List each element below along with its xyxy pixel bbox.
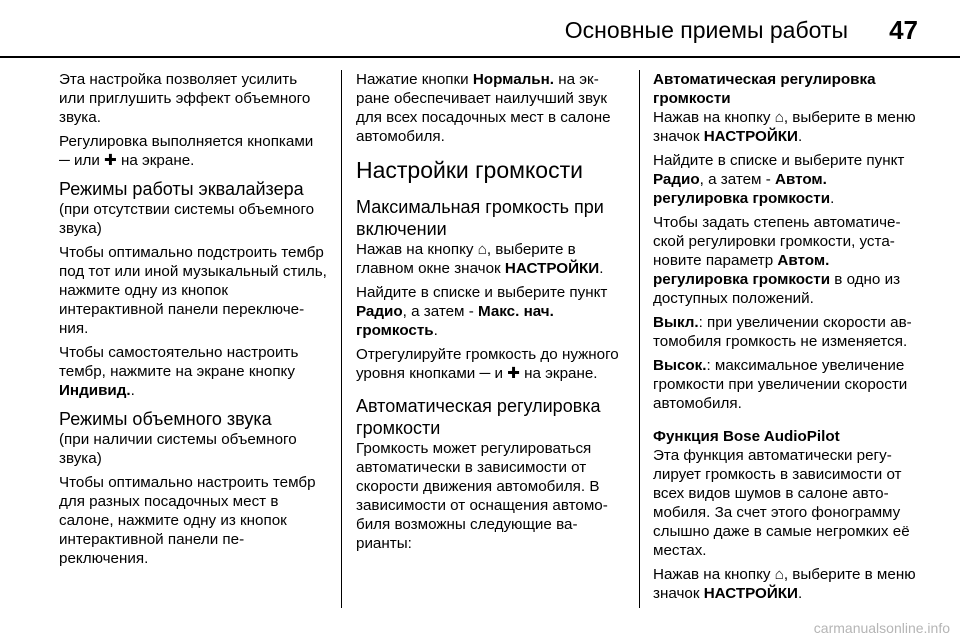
paragraph: (при отсутствии системы объемного звука) <box>59 201 315 237</box>
menu-name-settings: НАСТРОЙКИ <box>504 260 600 277</box>
paragraph: Регулировка выполняется кнопками ─ или ✚ на экране. <box>59 133 314 169</box>
column-1 <box>59 70 327 573</box>
text: Нажатие кнопки <box>356 71 473 88</box>
paragraph <box>653 313 921 351</box>
column-3 <box>653 70 921 608</box>
page-title: Основные приемы работы <box>564 17 848 43</box>
text: Найдите в списке и выберите пункт <box>356 284 608 301</box>
menu-item-auto-volume: Автом. регулировка громкости <box>653 171 831 207</box>
text: Нажав на кнопку ⌂, выберите в меню значок <box>653 566 916 602</box>
menu-name-settings: НАСТРОЙКИ <box>703 128 798 145</box>
paragraph: Чтобы оптимально подстроить тембр под тот или иной музыкальный стиль, нажмите одну из кнопок интерактивной панели переключения. <box>59 244 327 337</box>
paragraph <box>653 108 921 146</box>
subsection-heading-auto-volume: Автоматическая регулировка громкости <box>356 396 601 438</box>
menu-item-radio: Радио <box>356 303 403 320</box>
paragraph: (при наличии системы объемного звука) <box>59 431 297 467</box>
subsection-heading-max-volume: Максимальная громкость при включении <box>356 197 604 239</box>
section-heading-surround: Режимы объемного звука <box>59 409 272 429</box>
paragraph <box>653 356 921 413</box>
text: Найдите в списке и выберите пункт <box>653 152 905 169</box>
section-heading-equalizer: Режимы работы эквалайзера <box>59 179 304 199</box>
paragraph <box>356 283 624 340</box>
option-off: Выкл. <box>653 314 699 331</box>
column-2 <box>356 70 624 558</box>
text: на экране обеспечивает наилучший звук для всех посадочных мест в салоне автомобиля. <box>356 71 611 145</box>
watermark: carmanualsonline.info <box>813 620 950 636</box>
option-high: Высок. <box>653 357 707 374</box>
paragraph <box>653 151 921 208</box>
paragraph <box>356 240 624 278</box>
subsection-heading-auto-volume: Автоматическая регулировка громкости <box>653 71 876 107</box>
column-divider-1 <box>341 70 342 608</box>
parameter-auto-volume: Автом. регулировка громкости <box>653 252 831 288</box>
column-divider-2 <box>639 70 640 608</box>
section-heading-volume: Настройки громкости <box>356 157 583 183</box>
paragraph: Громкость может регулироваться автоматически в зависимости от скорости движения автомобиля. В зависимости от оснащения автомобиля возможны следующие варианты: <box>356 440 608 552</box>
page-header <box>0 0 960 56</box>
text: Нажав на кнопку ⌂, выберите в меню значок <box>653 109 916 145</box>
button-name-normal: Нормальн. <box>472 71 555 88</box>
menu-item-radio: Радио <box>653 171 700 188</box>
paragraph: Эта настройка позволяет усилить или приглушить эффект объемного звука. <box>59 71 311 126</box>
text: . <box>797 585 803 602</box>
text: в одно из доступных положений. <box>653 271 901 307</box>
paragraph: Эта функция автоматически регулирует громкость в зависимости от всех видов шумов в салоне автомобиля. За счет этого фонограмму слышно даже в самые негромких её местах. <box>653 447 910 559</box>
text: Чтобы самостоятельно настроить тембр, нажмите на экране кнопку <box>59 344 299 380</box>
paragraph: Отрегулируйте громкость до нужного уровня кнопками ─ и ✚ на экране. <box>356 346 619 382</box>
page-number: 47 <box>889 15 918 45</box>
text: . <box>599 260 604 277</box>
header-divider <box>0 56 960 58</box>
paragraph <box>653 565 921 603</box>
text: , а затем - <box>402 303 478 320</box>
text: . <box>433 322 438 339</box>
paragraph <box>59 343 327 400</box>
text: Нажав на кнопку ⌂, выберите в главном окне значок <box>356 241 576 277</box>
text: . <box>130 382 135 399</box>
paragraph <box>653 213 921 308</box>
paragraph <box>356 70 624 146</box>
text: . <box>830 190 835 207</box>
text: . <box>797 128 803 145</box>
text: : при увеличении скорости автомобиля громкость не изменяется. <box>653 314 912 350</box>
menu-item-max-volume: Макс. нач. громкость <box>356 303 554 339</box>
text: : максимальное увеличение громкости при увеличении скорости автомобиля. <box>653 357 908 412</box>
subsection-heading-bose: Функция Bose AudioPilot <box>653 428 840 445</box>
text: Чтобы задать степень автоматической регулировки громкости, установите параметр <box>653 214 901 269</box>
paragraph: Чтобы оптимально настроить тембр для разных посадочных мест в салоне, нажмите одну из кнопок интерактивной панели переключения. <box>59 474 316 567</box>
button-name-individual: Индивид. <box>59 382 131 399</box>
text: , а затем - <box>699 171 775 188</box>
menu-name-settings: НАСТРОЙКИ <box>703 585 798 602</box>
